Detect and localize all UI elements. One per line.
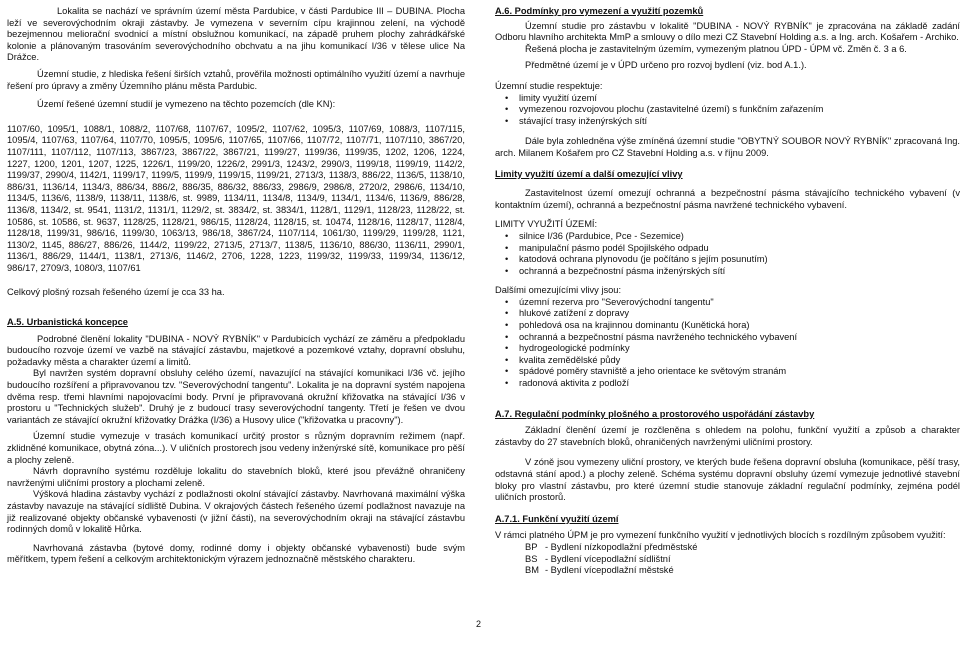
list-item: • spádové poměry stavniště a jeho orientace ke světovým stranám (495, 366, 960, 378)
left-column (7, 6, 465, 566)
section-heading-a7: A.7. Regulační podmínky plošného a prostorového uspořádání zástavby (495, 408, 815, 419)
other-influences-list (495, 297, 960, 390)
urban-paragraph-2: Byl navržen systém dopravní obsluhy celého území, navazující na stávající komunikaci I/36 vč. jejího budoucího rozšíření a připravovanou tzv. "Severovýchodní tangentu". Lokalita je na dopravní systém napojena dvěma resp. třemi hlavními napojovacími body. První je připravovaná okružní křižovatka na stávající I/36 v prostoru u "Technických služeb". Druhý je z budoucí trasy severovýchodní tangenty. Třetí je řešen ve dvou variantách ze stávající okružní křižovatky Drážka (I/36) a Husovy ulice ("křižovatka u pracovny"). (7, 368, 465, 425)
list-item: • limity využití území (495, 93, 960, 105)
urban-paragraph-4: Návrh dopravního systému rozděluje lokalitu do stavebních bloků, které jsou převážně ohraničeny navrženými uličními prostory a plochami zeleně. (7, 466, 465, 488)
page-number: 2 (476, 619, 482, 629)
list-item: • územní rezerva pro "Severovýchodní tangentu" (495, 297, 960, 309)
code-cell: BM (525, 565, 539, 576)
conditions-paragraph-3: Předmětné území je v ÚPD určeno pro rozvoj bydlení (viz. bod A.1.). (525, 60, 807, 71)
urban-paragraph-6: Navrhovaná zástavba (bytové domy, rodinné domy i objekty občanské vybavenosti) bude svým měřítkem, typem řešení a celkovým architektonickým výrazem jednoznačně městského charakteru. (7, 542, 465, 565)
code-cell: BP (525, 541, 538, 552)
conditions-paragraph-4: Dále byla zohledněna výše zmíněná územní studie "OBYTNÝ SOUBOR NOVÝ RYBNÍK" zpracovaná Ing. arch. Milanem Košařem pro CZ Stavební Holding a.s. v říjnu 2009. (495, 136, 960, 158)
list-item: • ochranná a bezpečnostní pásma navrženého technického vybavení (495, 332, 960, 344)
list-item: • kvalita zemědělské půdy (495, 355, 960, 367)
list-item: • vymezenou rozvojovou plochu (zastavitelné území) s funkčním zařazením (495, 104, 960, 116)
list-item: • radonová aktivita z podloží (495, 378, 960, 390)
list-item: • hydrogeologické podmínky (495, 343, 960, 355)
area-paragraph: Celkový plošný rozsah řešeného území je cca 33 ha. (7, 287, 225, 298)
list-item: • stávající trasy inženýrských sítí (495, 116, 960, 128)
functional-paragraph: V rámci platného ÚPM je pro vymezení funkčního využití v jednotlivých blocích s rozdílným způsobem využití: (495, 530, 946, 541)
urban-paragraph-5: Výšková hladina zástavby vychází z podlažnosti okolní stávající zástavby. Navrhovaná maximální výška zástavby navazuje na stávající sídliště Dubina. V okrajových částech řešeného území podlažnost navazuje na již realizované objekty občanské vybavenosti (v jižní části), na severovýchodním okraji na stávající zástavbu rodinných domů v lokalitě Hůrka. (7, 489, 465, 535)
respects-heading: Územní studie respektuje: (495, 80, 603, 91)
respects-list (495, 93, 960, 128)
urban-paragraph-3: Územní studie vymezuje v trasách komunikací určitý prostor s různým dopravním režimem (např. zklidněné komunikace, obytná zóna...). V uličních prostorech jsou vedeny inženýrské sítě, komunikace pro pěší a plochy zeleně. (7, 431, 465, 465)
list-item: • hlukové zatížení z dopravy (495, 308, 960, 320)
section-heading-a6: A.6. Podmínky pro vymezení a využití pozemků (495, 6, 704, 16)
conditions-paragraph-1: Územní studie pro zástavbu v lokalitě "DUBINA - NOVÝ RYBNÍK" je zpracována na základě zadání Odboru hlavního architekta MmP a smlouvy o dílo mezi CZ Stavební Holding a.s. a Ing. arch. Košařem - Archiko. (495, 20, 960, 43)
limits-heading: LIMITY VYUŽITÍ ÚZEMÍ: (495, 219, 598, 230)
list-item: • manipulační pásmo podél Spojilského odpadu (495, 243, 960, 255)
parcels-list: 1107/60, 1095/1, 1088/1, 1088/2, 1107/68, 1107/67, 1095/2, 1107/62, 1095/3, 1107/69, 1088/3, 1107/115, 1095/4, 1107/63, 1107/64, 1107/70, 1095/5, 1095/6, 1107/65, 1107/66, 1107/72, 1107/71, 1107/110, 3867/20, 1107/111, 1107/112, 1107/113, 3867/23, 3867/22, 3867/21, 1199/27, 1199/36, 1199/35, 1202, 1206, 1224, 1227, 1200, 1201, 1207, 1225, 1226/1, 1199/20, 1226/2, 2991/3, 1243/2, 2990/3, 1199/18, 1199/19, 1142/2, 1199/37, 2990/4, 1142/1, 1199/17, 1199/5, 1199/9, 1199/15, 1199/21, 2713/3, 1138/3, 886/22, 1136/5, 1138/10, 886/31, 1136/14, 1134/3, 886/34, 886/2, 886/35, 886/32, 886/33, 2986/9, 2986/8, 2720/2, 2986/6, 1134/10, 1134/5, 1136/6, 1138/9, 1138/11, 1138/6, st. 9989, 1134/11, 1134/8, 1134/9, 1134/1, 1134/6, 1136/9, 886/28, 1136/8, 1134/2, st. 9541, 1131/2, 1131/1, 1129/2, st. 3834/2, st. 3834/1, 1128/1, 1129/1, 1128/23, 1128/22, st. 10586, st. 10586, st. 9637, 1128/25, 1128/21, 986/15, 1128/24, 1128/15, st. 10474, 1128/16, 1128/17, 1128/4, 1128/18, 1199/31, 986/16, 1199/30, 1063/13, 986/18, 3867/24, 1107/114, 1061/30, 1199/29, 1199/28, 1121, 1130/2, 1145, 886/27, 886/26, 1144/2, 1199/22, 2713/5, 2713/7, 1138/5, 1136/10, 886/30, 1136/11, 2990/1, 1136/1, 886/29, 1144/1, 1138/1, 2713/6, 1146/2, 2706, 1228, 1223, 1199/32, 1199/33, 1199/34, 1136/12, 986/17, 2709/3, 1080/3, 1107/61 (7, 123, 465, 273)
limits-paragraph: Zastavitelnost území omezují ochranná a bezpečnostní pásma stávajícího technického vybavení (v kontaktním území), ochranná a bezpečnostní pásma navržené technického vybavení. (495, 188, 960, 210)
intro-paragraph: Lokalita se nachází ve správním území města Pardubice, v části Pardubice III – DUBINA. Plocha leží ve severovýchodním okraji zástavby. Je vymezena v severním cípu krajinnou zelení, na východě bezejmennou meliorační svodnicí a místní obslužnou komunikací, na západě pruhem plochy zahrádkářské kolonie a plánovaným trasováním severovýchodního obchvatu a na jihu komunikací I/36 v tělese ulice Na Drážce. (7, 6, 465, 63)
list-item: • pohledová osa na krajinnou dominantu (Kunětická hora) (495, 320, 960, 332)
table-row (525, 542, 703, 554)
section-heading-limits: Limity využití území a další omezující vlivy (495, 168, 683, 179)
parcels-heading: Území řešené územní studií je vymezeno na těchto pozemcích (dle KN): (37, 99, 336, 110)
study-paragraph: Územní studie, z hlediska řešení širších vztahů, prověřila možnosti optimálního využití území a navrhuje řešení pro úpravy a změny Územního plánu města Pardubic. (7, 68, 465, 91)
conditions-paragraph-2: Řešená plocha je zastavitelným územím, vymezeným platnou ÚPD - ÚPM vč. Změn č. 3 a 6. (525, 43, 907, 54)
limits-list (495, 231, 960, 277)
functional-codes-table (525, 542, 703, 577)
regulation-paragraph-1: Základní členění území je rozčleněna s ohledem na polohu, funkční využití a způsob a charakter zástavby do 27 stavebních bloků, ohraničených navrženými uličními prostory. (495, 425, 960, 447)
description-cell: - Bydlení nízkopodlažní předměstské (544, 541, 698, 552)
section-heading-a71: A.7.1. Funkční využití území (495, 513, 619, 524)
description-cell: - Bydlení vícepodlažní sídlištní (544, 553, 671, 564)
list-item: • katodová ochrana plynovodu (je počítáno s jejím posunutím) (495, 254, 960, 266)
regulation-paragraph-2: V zóně jsou vymezeny uliční prostory, ve kterých bude řešena dopravní obsluha (komunikace, pěší trasy, odstavná stání apod.) a plochy zeleně. Schéma systému dopravní obsluhy území vymezuje jednotlivé stavební bloky pro vlastní zástavbu, pro které územní studie stanovuje základní regulační podmínky, zejména podél uličních prostorů. (495, 457, 960, 503)
other-influences-heading: Dalšími omezujícími vlivy jsou: (495, 285, 622, 296)
right-column (495, 6, 960, 577)
table-row (525, 554, 703, 566)
list-item: • ochranná a bezpečnostní pásma inženýrských sítí (495, 266, 960, 278)
table-row (525, 565, 703, 577)
urban-paragraph-1: Podrobné členění lokality "DUBINA - NOVÝ RYBNÍK" v Pardubicích vychází ze záměru a předpokladu budoucího rozvoje území ve vazbě na stávající zástavbu, majetkové a pozemkové vztahy, dopravní obsluhu, požadavky města a charakter území a limitů. (7, 333, 465, 367)
section-heading-a5: A.5. Urbanistická koncepce (7, 317, 128, 328)
code-cell: BS (525, 553, 538, 564)
list-item: • silnice I/36 (Pardubice, Pce - Sezemice) (495, 231, 960, 243)
description-cell: - Bydlení vícepodlažní městské (544, 565, 674, 576)
